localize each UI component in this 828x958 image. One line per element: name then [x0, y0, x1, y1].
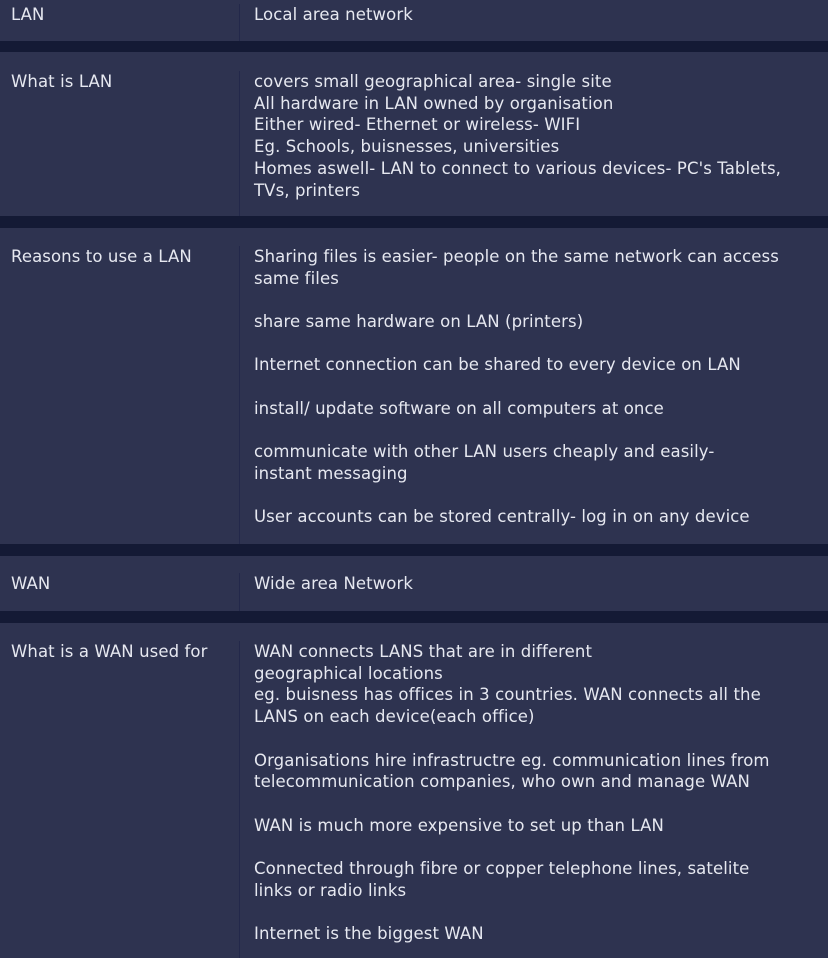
- line-spacer: [254, 901, 820, 923]
- term-cell: Reasons to use a LAN: [0, 246, 240, 544]
- line-spacer: [254, 420, 820, 442]
- table-row-reasons-lan: [0, 228, 828, 544]
- definition-cell: [240, 641, 828, 958]
- table-row-lan: [0, 0, 828, 41]
- definition-cell: [240, 4, 828, 41]
- definition-line: telecommunication companies, who own and manage WAN: [254, 772, 750, 792]
- definition-line: communicate with other LAN users cheaply and easily-: [254, 442, 715, 462]
- definition-line: eg. buisness has offices in 3 countries. WAN connects all the: [254, 685, 761, 705]
- definition-line: All hardware in LAN owned by organisation: [254, 93, 614, 113]
- definition-line: WAN is much more expensive to set up than LAN: [254, 815, 664, 835]
- definition-line: geographical locations: [254, 663, 443, 683]
- line-spacer: [254, 289, 820, 311]
- term-cell: What is LAN: [0, 71, 240, 216]
- definition-line: Either wired- Ethernet or wireless- WIFI: [254, 115, 581, 135]
- line-spacer: [254, 793, 820, 815]
- definition-cell: [240, 71, 828, 216]
- definition-line: Connected through fibre or copper telephone lines, satelite: [254, 858, 750, 878]
- table-row-wan: [0, 556, 828, 611]
- term-cell: What is a WAN used for: [0, 641, 240, 958]
- definition-cell: [240, 246, 828, 544]
- definition-line: LANS on each device(each office): [254, 707, 535, 727]
- definition-line: Wide area Network: [254, 574, 414, 593]
- definition-line: Internet is the biggest WAN: [254, 924, 484, 944]
- definition-line: Sharing files is easier- people on the same network can access: [254, 247, 779, 266]
- definition-line: Local area network: [254, 5, 413, 24]
- line-spacer: [254, 485, 820, 507]
- definition-line: User accounts can be stored centrally- log in on any device: [254, 507, 750, 527]
- line-spacer: [254, 728, 820, 750]
- definition-line: Eg. Schools, buisnesses, universities: [254, 137, 560, 157]
- table-row-what-is-lan: [0, 52, 828, 216]
- line-spacer: [254, 376, 820, 398]
- definition-line: Organisations hire infrastructre eg. communication lines from: [254, 750, 770, 770]
- definition-line: Internet connection can be shared to every device on LAN: [254, 355, 741, 375]
- term-cell: LAN: [0, 4, 240, 41]
- definition-line: share same hardware on LAN (printers): [254, 312, 584, 332]
- definition-line: WAN connects LANS that are in different: [254, 642, 593, 661]
- definition-line: covers small geographical area- single site: [254, 72, 612, 91]
- definition-cell: [240, 573, 828, 611]
- definition-line: install/ update software on all computers at once: [254, 398, 664, 418]
- line-spacer: [254, 333, 820, 355]
- definition-line: links or radio links: [254, 880, 407, 900]
- definition-line: instant messaging: [254, 463, 408, 483]
- definition-line: Homes aswell- LAN to connect to various devices- PC's Tablets,: [254, 158, 782, 178]
- definition-line: same files: [254, 268, 339, 288]
- definition-line: TVs, printers: [254, 180, 361, 200]
- table-row-wan-used-for: [0, 623, 828, 958]
- term-cell: WAN: [0, 573, 240, 611]
- line-spacer: [254, 836, 820, 858]
